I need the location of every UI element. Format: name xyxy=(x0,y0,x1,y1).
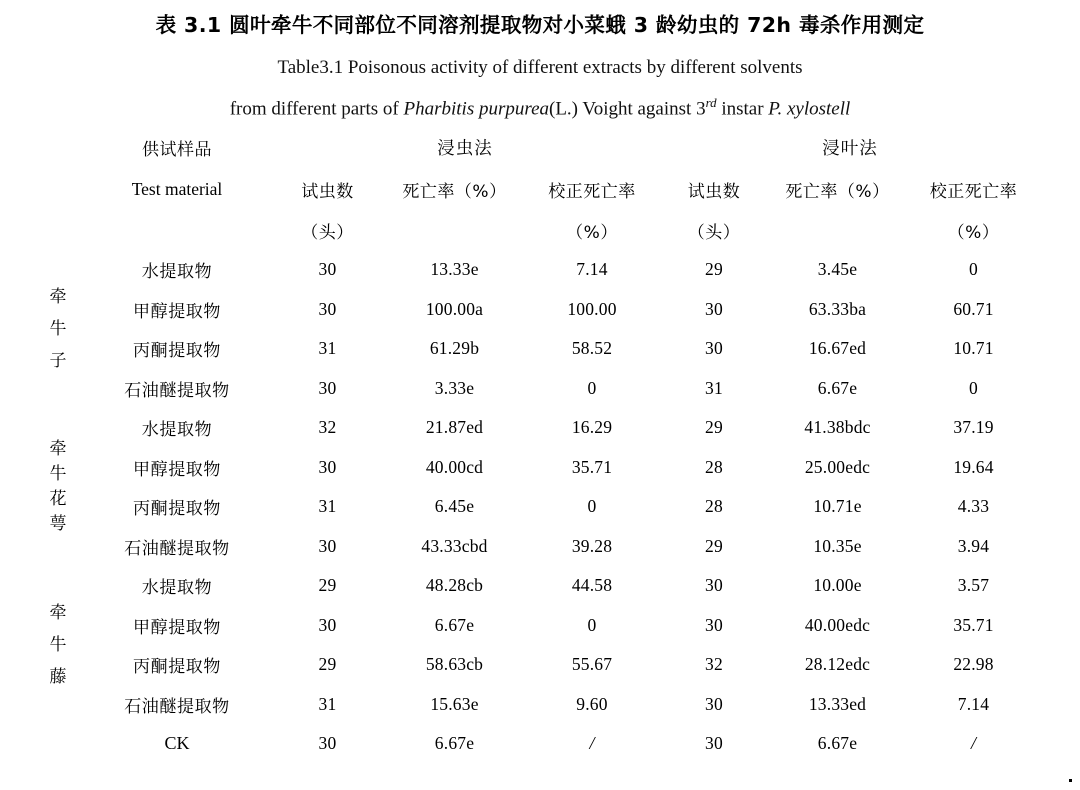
data-table xyxy=(33,128,1041,764)
group-label-1 xyxy=(33,408,83,566)
table-row xyxy=(33,448,1041,488)
header-col-mortality-1: 死亡率（%） xyxy=(402,181,507,202)
cell-sample: 水提取物 xyxy=(141,578,213,599)
cell-insect-count-1: 30 xyxy=(318,535,337,556)
cell-mortality-1: 13.33e xyxy=(430,259,479,280)
group-label-char: 花 xyxy=(49,489,67,509)
cell-mortality-2: 63.33ba xyxy=(808,298,867,319)
cell-sample: 石油醚提取物 xyxy=(124,538,230,559)
group-label-2 xyxy=(33,566,83,724)
cell-insect-count-2: 28 xyxy=(705,496,723,517)
cell-corrected-mortality-2: 0 xyxy=(969,377,978,398)
header-spacer xyxy=(33,128,83,166)
cell-mortality-2: 41.38bdc xyxy=(804,417,871,438)
cell-insect-count-2: 32 xyxy=(705,654,723,675)
header-col-corrected-1: 校正死亡率 xyxy=(548,181,636,202)
table-row xyxy=(33,606,1041,646)
cell-mortality-2: 10.35e xyxy=(813,535,862,556)
cell-corrected-mortality-2: 37.19 xyxy=(953,417,994,438)
cell-sample: 水提取物 xyxy=(141,420,213,441)
cell-insect-count-2: 30 xyxy=(705,575,723,596)
cell-corrected-mortality-1: 0 xyxy=(587,496,597,517)
cell-corrected-mortality-2: 3.94 xyxy=(957,535,990,556)
cell-sample: 石油醚提取物 xyxy=(124,696,230,717)
cell-mortality-1: 6.45e xyxy=(434,496,475,517)
page-artifact-dot xyxy=(1069,779,1072,782)
cell-mortality-1: 58.63cb xyxy=(425,654,484,675)
cell-corrected-mortality-2: 19.64 xyxy=(953,456,994,477)
cell-insect-count-2: 29 xyxy=(705,535,723,556)
table-row xyxy=(33,329,1041,369)
cell-insect-count-2: 30 xyxy=(705,298,723,319)
cell-insect-count-1: 31 xyxy=(318,338,337,359)
table-row xyxy=(33,369,1041,409)
cell-mortality-2: 3.45e xyxy=(817,259,858,280)
table-row xyxy=(33,290,1041,330)
header-spacer-3 xyxy=(33,210,83,250)
header-unit-count-2: （头） xyxy=(687,222,741,243)
group-label-char: 藤 xyxy=(49,666,67,687)
table-row xyxy=(33,566,1041,606)
cell-insect-count-1: 31 xyxy=(318,496,337,517)
header-row-columns xyxy=(33,168,1041,210)
cell-corrected-mortality-2: 35.71 xyxy=(953,614,994,635)
cell-insect-count-2: 30 xyxy=(705,614,723,635)
header-unit-blank-1 xyxy=(384,210,525,250)
cell-corrected-mortality-1: 55.67 xyxy=(571,654,613,675)
header-col-corrected-2: 校正死亡率 xyxy=(929,181,1018,202)
cell-control-mortality-1: 6.67e xyxy=(434,733,475,754)
group-label-vertical-stack xyxy=(33,286,83,371)
cell-mortality-1: 15.63e xyxy=(430,693,479,714)
header-unit-blank-2 xyxy=(769,210,906,250)
header-spacer-2 xyxy=(33,168,83,210)
cell-insect-count-2: 31 xyxy=(705,377,723,398)
cell-mortality-2: 28.12edc xyxy=(804,654,871,675)
header-col-count-2: 试虫数 xyxy=(687,181,741,202)
cell-corrected-mortality-2: 22.98 xyxy=(953,654,994,675)
header-method-immersion-insect: 浸虫法 xyxy=(437,138,493,159)
cell-insect-count-2: 29 xyxy=(705,259,723,280)
title-block xyxy=(0,0,1080,124)
cell-mortality-1: 40.00cd xyxy=(425,456,484,477)
cell-corrected-mortality-1: 0 xyxy=(587,614,597,635)
cell-mortality-1: 21.87ed xyxy=(425,417,484,438)
cell-control-count-2: 30 xyxy=(705,733,723,754)
species-name: Pharbitis purpurea xyxy=(403,98,549,120)
cell-mortality-1: 48.28cb xyxy=(425,575,484,596)
cell-mortality-2: 40.00edc xyxy=(804,614,871,635)
table-row xyxy=(33,685,1041,725)
cell-mortality-2: 16.67ed xyxy=(808,338,867,359)
cell-corrected-mortality-1: 16.29 xyxy=(571,417,613,438)
cell-corrected-mortality-1: 44.58 xyxy=(571,575,613,596)
table-title-english-line2 xyxy=(0,93,1080,124)
group-label-vertical-stack xyxy=(33,602,83,687)
cell-sample: 甲醇提取物 xyxy=(133,459,221,480)
caption-mid: (L.) Voight against 3 xyxy=(549,98,706,120)
header-row-group xyxy=(33,128,1041,166)
caption-prefix: from different parts of xyxy=(229,98,404,120)
group-label-char: 牵 xyxy=(49,602,67,623)
cell-insect-count-1: 30 xyxy=(318,456,337,477)
cell-sample: 水提取物 xyxy=(141,262,213,283)
cell-corrected-mortality-2: 0 xyxy=(969,259,978,280)
control-group-spacer xyxy=(33,724,83,764)
cell-mortality-1: 43.33cbd xyxy=(421,535,488,556)
table-row xyxy=(33,487,1041,527)
cell-corrected-mortality-2: 10.71 xyxy=(953,338,994,359)
cell-control-count-1: 30 xyxy=(318,733,337,754)
header-spacer-4 xyxy=(83,210,271,250)
cell-insect-count-1: 30 xyxy=(318,614,337,635)
table-row xyxy=(33,250,1041,290)
table-row xyxy=(33,408,1041,448)
header-unit-count-1: （头） xyxy=(301,222,354,243)
cell-sample: 甲醇提取物 xyxy=(133,301,221,322)
table-title-chinese: 表 3.1 圆叶牵牛不同部位不同溶剂提取物对小菜蛾 3 龄幼虫的 72h 毒杀作用测定 xyxy=(155,13,925,37)
group-label-0 xyxy=(33,250,83,408)
header-sample-cn: 供试样品 xyxy=(142,139,212,160)
cell-corrected-mortality-1: 39.28 xyxy=(571,535,613,556)
cell-insect-count-1: 30 xyxy=(318,259,337,280)
header-unit-corrected-2: （%） xyxy=(947,222,1000,243)
cell-mortality-2: 10.71e xyxy=(813,496,862,517)
cell-mortality-2: 6.67e xyxy=(817,377,858,398)
cell-insect-count-1: 32 xyxy=(318,417,337,438)
data-table-wrapper xyxy=(33,128,1041,764)
table-row-control xyxy=(33,724,1041,764)
header-method-immersion-leaf: 浸叶法 xyxy=(822,138,878,159)
header-row-units xyxy=(33,210,1041,250)
cell-sample: 丙酮提取物 xyxy=(133,657,221,678)
header-sample-en: Test material xyxy=(131,178,223,199)
cell-insect-count-1: 31 xyxy=(318,693,337,714)
header-col-mortality-2: 死亡率（%） xyxy=(785,181,890,202)
cell-mortality-2: 10.00e xyxy=(813,575,862,596)
group-label-vertical-stack xyxy=(33,441,83,533)
cell-control-mortality-2: 6.67e xyxy=(817,733,858,754)
group-label-char: 牛 xyxy=(49,634,67,655)
group-label-char: 牛 xyxy=(49,464,67,484)
cell-corrected-mortality-2: 60.71 xyxy=(953,298,994,319)
group-label-char: 萼 xyxy=(49,514,67,534)
header-col-count-1: 试虫数 xyxy=(301,181,354,202)
cell-sample: 丙酮提取物 xyxy=(133,499,221,520)
cell-control-corrected-2: / xyxy=(970,733,976,754)
cell-mortality-2: 13.33ed xyxy=(808,693,867,714)
target-species-name: P. xylostell xyxy=(768,98,851,120)
group-label-char: 牛 xyxy=(49,318,67,339)
cell-mortality-1: 61.29b xyxy=(429,338,480,359)
group-label-char: 子 xyxy=(49,350,67,371)
cell-insect-count-1: 29 xyxy=(318,575,337,596)
cell-corrected-mortality-1: 7.14 xyxy=(576,259,608,280)
cell-corrected-mortality-2: 4.33 xyxy=(957,496,990,517)
cell-sample: 丙酮提取物 xyxy=(133,341,221,362)
ordinal-superscript: rd xyxy=(705,95,717,111)
cell-control-label: CK xyxy=(164,733,190,754)
table-row xyxy=(33,645,1041,685)
cell-insect-count-2: 30 xyxy=(705,693,723,714)
cell-insect-count-2: 28 xyxy=(705,456,723,477)
cell-corrected-mortality-1: 58.52 xyxy=(571,338,613,359)
cell-corrected-mortality-1: 35.71 xyxy=(571,456,613,477)
cell-corrected-mortality-1: 100.00 xyxy=(567,298,617,319)
cell-corrected-mortality-1: 9.60 xyxy=(576,693,608,714)
cell-insect-count-2: 30 xyxy=(705,338,723,359)
cell-corrected-mortality-1: 0 xyxy=(587,377,597,398)
cell-corrected-mortality-2: 7.14 xyxy=(957,693,990,714)
cell-insect-count-1: 30 xyxy=(318,377,337,398)
cell-insect-count-1: 30 xyxy=(318,298,337,319)
cell-mortality-2: 25.00edc xyxy=(804,456,871,477)
cell-mortality-1: 6.67e xyxy=(434,614,475,635)
cell-insect-count-1: 29 xyxy=(318,654,337,675)
group-label-char: 牵 xyxy=(49,286,67,307)
cell-corrected-mortality-2: 3.57 xyxy=(957,575,990,596)
caption-mid2: instar xyxy=(716,98,769,120)
cell-sample: 甲醇提取物 xyxy=(133,617,221,638)
table-title-english-line1: Table3.1 Poisonous activity of different extracts by different solvents xyxy=(277,56,803,78)
cell-control-corrected-1: / xyxy=(589,733,595,754)
cell-insect-count-2: 29 xyxy=(705,417,723,438)
cell-mortality-1: 100.00a xyxy=(425,298,484,319)
group-label-char: 牵 xyxy=(49,439,67,459)
cell-mortality-1: 3.33e xyxy=(434,377,475,398)
table-row xyxy=(33,527,1041,567)
header-unit-corrected-1: （%） xyxy=(566,222,618,243)
cell-sample: 石油醚提取物 xyxy=(124,380,230,401)
